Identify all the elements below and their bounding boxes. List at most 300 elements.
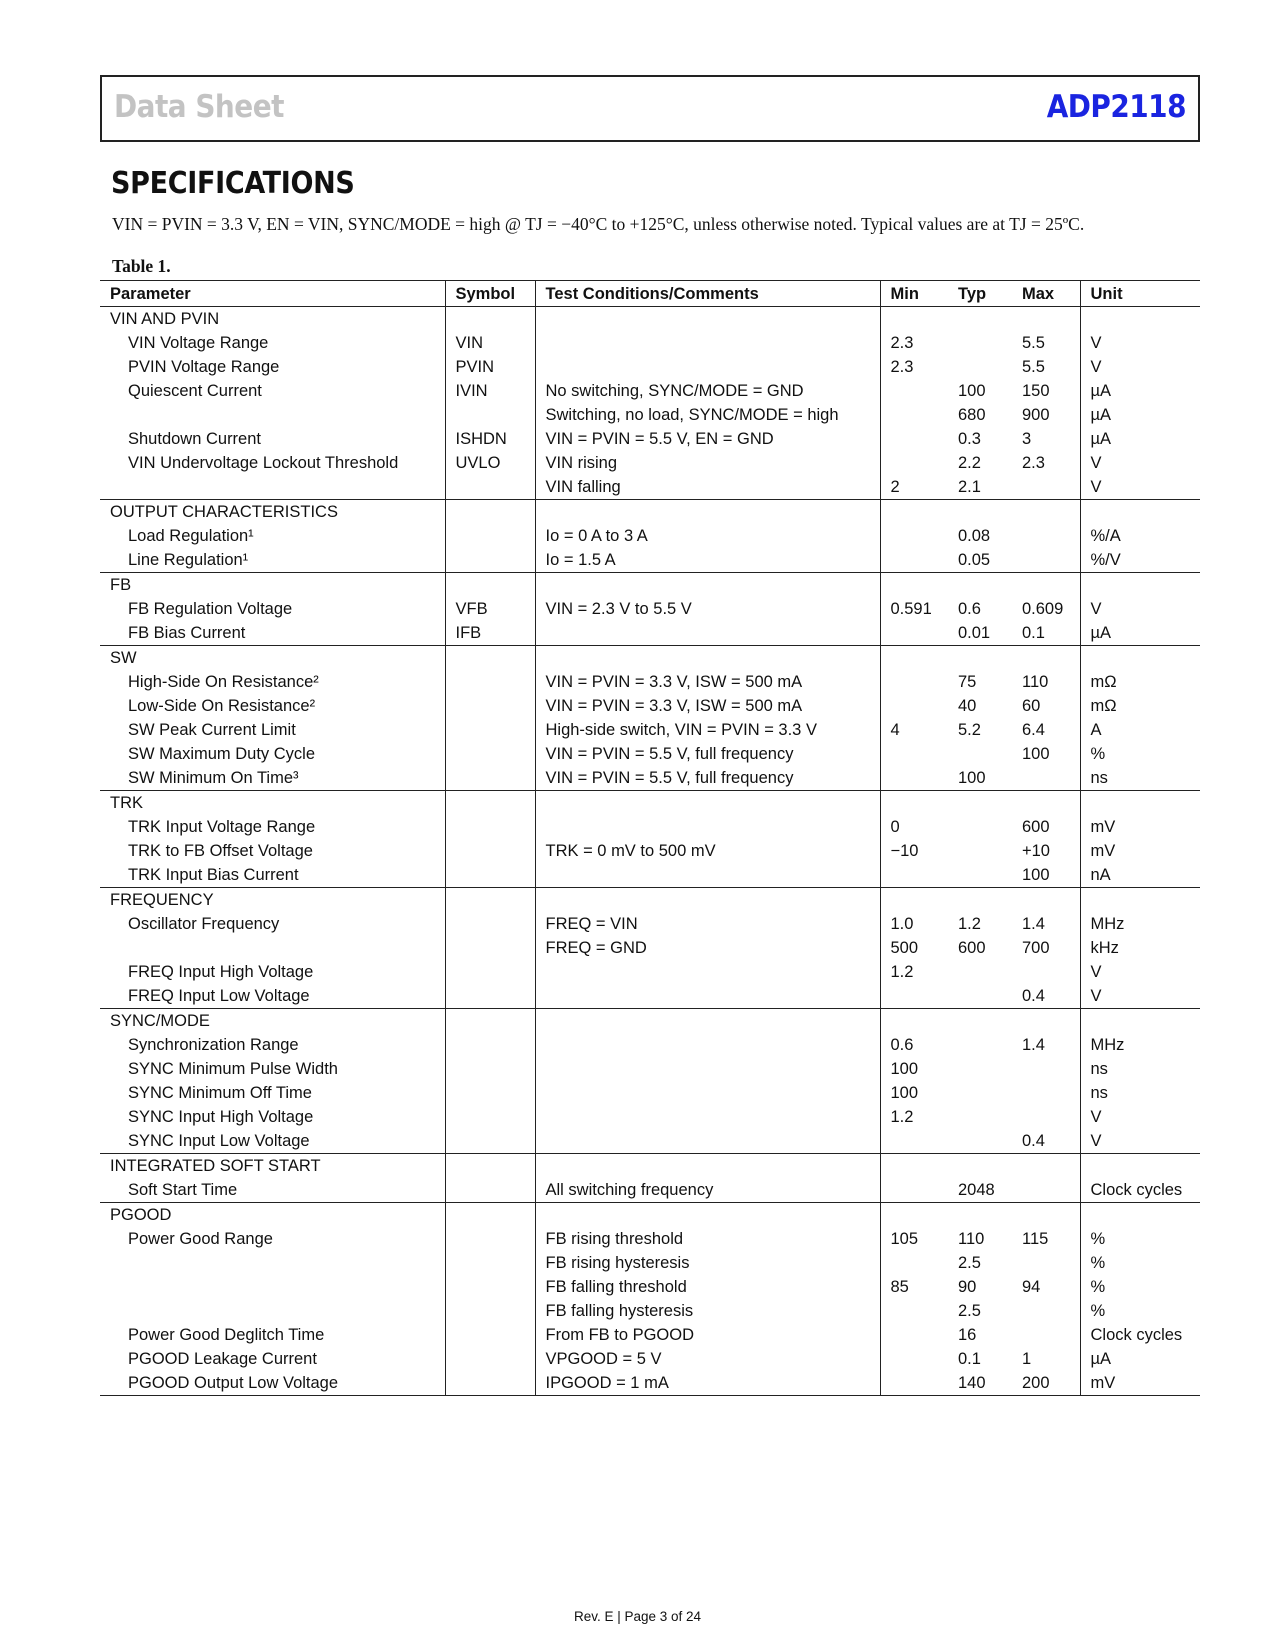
cell-typ bbox=[948, 331, 1012, 355]
cell-max bbox=[1012, 1178, 1080, 1203]
cell-unit: %/A bbox=[1090, 527, 1121, 545]
cell-test-conditions bbox=[535, 355, 880, 379]
cell-max: 60 bbox=[1012, 694, 1080, 718]
cell-parameter: Line Regulation¹ bbox=[100, 548, 445, 573]
empty-cell bbox=[535, 791, 880, 816]
empty-cell bbox=[1012, 307, 1080, 332]
cell-symbol bbox=[445, 548, 535, 573]
cell-typ bbox=[948, 1057, 1012, 1081]
empty-cell bbox=[1012, 500, 1080, 525]
cell-symbol bbox=[445, 1275, 535, 1299]
table-row bbox=[100, 451, 1200, 475]
cell-parameter: High-Side On Resistance² bbox=[100, 670, 445, 694]
cell-typ bbox=[948, 839, 1012, 863]
cell-min: 2.3 bbox=[890, 334, 914, 352]
cell-min bbox=[880, 984, 948, 1009]
cell-typ bbox=[948, 355, 1012, 379]
cell-typ: 0.3 bbox=[958, 430, 981, 448]
table-header-row bbox=[100, 281, 1200, 307]
cell-min: 85 bbox=[890, 1278, 909, 1296]
cell-test-conditions bbox=[535, 1057, 880, 1081]
table-row bbox=[100, 1347, 1200, 1371]
empty-cell bbox=[445, 646, 535, 671]
cell-parameter bbox=[100, 1251, 445, 1275]
cell-max: 3 bbox=[1012, 427, 1080, 451]
cell-max bbox=[1012, 960, 1080, 984]
cell-unit: µA bbox=[1090, 624, 1112, 642]
empty-cell bbox=[948, 1203, 1012, 1228]
cell-typ bbox=[948, 863, 1012, 888]
cell-unit: V bbox=[1090, 358, 1102, 376]
cell-typ: 2.5 bbox=[958, 1302, 981, 1320]
empty-cell bbox=[535, 573, 880, 598]
cell-min bbox=[880, 1371, 948, 1396]
table-row bbox=[100, 863, 1200, 888]
cell-test-conditions: TRK = 0 mV to 500 mV bbox=[535, 839, 880, 863]
cell-parameter: Soft Start Time bbox=[100, 1178, 445, 1203]
cell-symbol bbox=[445, 1299, 535, 1323]
table-row bbox=[100, 670, 1200, 694]
empty-cell bbox=[1012, 1203, 1080, 1228]
cell-test-conditions: No switching, SYNC/MODE = GND bbox=[535, 379, 880, 403]
cell-test-conditions: Io = 1.5 A bbox=[535, 548, 880, 573]
cell-typ: 600 bbox=[958, 939, 986, 957]
cell-unit: ns bbox=[1090, 1084, 1108, 1102]
table-row bbox=[100, 597, 1200, 621]
cell-symbol bbox=[445, 766, 535, 791]
empty-cell bbox=[948, 573, 1012, 598]
cell-min bbox=[880, 451, 948, 475]
group-title: PGOOD bbox=[100, 1203, 445, 1228]
test-conditions-note: VIN = PVIN = 3.3 V, EN = VIN, SYNC/MODE = high @ TJ = −40°C to +125°C, unless otherwise noted. Typical values are at TJ = 25ºC. bbox=[112, 214, 1085, 234]
group-title: OUTPUT CHARACTERISTICS bbox=[100, 500, 445, 525]
table-row bbox=[100, 355, 1200, 379]
cell-min bbox=[880, 524, 948, 548]
empty-cell bbox=[880, 791, 948, 816]
cell-test-conditions: FREQ = VIN bbox=[535, 912, 880, 936]
cell-max: +10 bbox=[1012, 839, 1080, 863]
cell-parameter: FB Bias Current bbox=[100, 621, 445, 646]
cell-min bbox=[880, 1347, 948, 1371]
cell-parameter bbox=[100, 936, 445, 960]
cell-parameter: SW Maximum Duty Cycle bbox=[100, 742, 445, 766]
cell-symbol bbox=[445, 742, 535, 766]
group-title: FB bbox=[100, 573, 445, 598]
header-doc-type: Data Sheet bbox=[114, 89, 284, 125]
cell-min bbox=[880, 670, 948, 694]
cell-symbol: IVIN bbox=[445, 379, 535, 403]
empty-cell bbox=[948, 646, 1012, 671]
cell-typ: 100 bbox=[958, 382, 986, 400]
cell-typ: 16 bbox=[958, 1326, 977, 1344]
cell-parameter bbox=[100, 475, 445, 500]
empty-cell bbox=[1012, 1009, 1080, 1034]
cell-max: 0.4 bbox=[1012, 984, 1080, 1009]
cell-typ: 680 bbox=[958, 406, 986, 424]
cell-unit: nA bbox=[1090, 866, 1111, 884]
cell-symbol: VIN bbox=[445, 331, 535, 355]
group-title: TRK bbox=[100, 791, 445, 816]
cell-test-conditions: All switching frequency bbox=[535, 1178, 880, 1203]
cell-symbol bbox=[445, 912, 535, 936]
empty-cell bbox=[1012, 888, 1080, 913]
cell-min: 0 bbox=[890, 818, 900, 836]
cell-test-conditions: VIN = PVIN = 5.5 V, full frequency bbox=[535, 742, 880, 766]
cell-typ: 2.2 bbox=[958, 454, 981, 472]
cell-typ: 0.08 bbox=[958, 527, 991, 545]
cell-max bbox=[1012, 548, 1080, 573]
empty-cell bbox=[1080, 1154, 1200, 1179]
cell-parameter: SW Peak Current Limit bbox=[100, 718, 445, 742]
cell-test-conditions: From FB to PGOOD bbox=[535, 1323, 880, 1347]
cell-unit: V bbox=[1090, 334, 1102, 352]
cell-parameter bbox=[100, 1275, 445, 1299]
cell-min: −10 bbox=[890, 842, 919, 860]
cell-unit: mΩ bbox=[1090, 673, 1117, 691]
cell-parameter: SYNC Input High Voltage bbox=[100, 1105, 445, 1129]
cell-symbol bbox=[445, 1057, 535, 1081]
empty-cell bbox=[445, 1154, 535, 1179]
spec-group bbox=[100, 888, 1200, 1009]
group-title: SW bbox=[100, 646, 445, 671]
table-row bbox=[100, 331, 1200, 355]
cell-max: 2.3 bbox=[1012, 451, 1080, 475]
empty-cell bbox=[1012, 791, 1080, 816]
page-header bbox=[100, 75, 1200, 142]
cell-parameter: SYNC Minimum Off Time bbox=[100, 1081, 445, 1105]
cell-min: 1.2 bbox=[890, 963, 914, 981]
cell-min bbox=[880, 863, 948, 888]
empty-cell bbox=[948, 888, 1012, 913]
cell-symbol bbox=[445, 1129, 535, 1154]
cell-unit: V bbox=[1090, 987, 1102, 1005]
cell-test-conditions bbox=[535, 984, 880, 1009]
cell-typ bbox=[948, 742, 1012, 766]
empty-cell bbox=[535, 307, 880, 332]
table-row bbox=[100, 1033, 1200, 1057]
cell-parameter: Low-Side On Resistance² bbox=[100, 694, 445, 718]
cell-unit: % bbox=[1090, 1278, 1106, 1296]
cell-parameter: TRK Input Bias Current bbox=[100, 863, 445, 888]
cell-max: 150 bbox=[1012, 379, 1080, 403]
empty-cell bbox=[535, 888, 880, 913]
cell-max: 115 bbox=[1012, 1227, 1080, 1251]
col-header-typ: Typ bbox=[958, 284, 987, 303]
empty-cell bbox=[1080, 307, 1200, 332]
cell-symbol bbox=[445, 475, 535, 500]
cell-parameter: TRK Input Voltage Range bbox=[100, 815, 445, 839]
cell-unit: V bbox=[1090, 454, 1102, 472]
cell-symbol bbox=[445, 1371, 535, 1396]
empty-cell bbox=[445, 1203, 535, 1228]
cell-min: 2 bbox=[890, 478, 900, 496]
cell-min: 105 bbox=[890, 1230, 919, 1248]
cell-max: 600 bbox=[1012, 815, 1080, 839]
cell-symbol bbox=[445, 1347, 535, 1371]
cell-test-conditions bbox=[535, 1033, 880, 1057]
cell-parameter: VIN Undervoltage Lockout Threshold bbox=[100, 451, 445, 475]
table-row bbox=[100, 475, 1200, 500]
cell-test-conditions: IPGOOD = 1 mA bbox=[535, 1371, 880, 1396]
empty-cell bbox=[1080, 791, 1200, 816]
cell-symbol bbox=[445, 1323, 535, 1347]
empty-cell bbox=[1012, 573, 1080, 598]
cell-min: 2.3 bbox=[890, 358, 914, 376]
cell-parameter: PVIN Voltage Range bbox=[100, 355, 445, 379]
group-title-row bbox=[100, 500, 1200, 525]
cell-max bbox=[1012, 524, 1080, 548]
table-row bbox=[100, 718, 1200, 742]
empty-cell bbox=[948, 307, 1012, 332]
cell-typ: 2.5 bbox=[958, 1254, 981, 1272]
empty-cell bbox=[948, 1009, 1012, 1034]
empty-cell bbox=[1080, 1203, 1200, 1228]
cell-symbol: UVLO bbox=[445, 451, 535, 475]
cell-unit: ns bbox=[1090, 769, 1108, 787]
cell-test-conditions bbox=[535, 331, 880, 355]
table-row bbox=[100, 1178, 1200, 1203]
cell-symbol: IFB bbox=[445, 621, 535, 646]
cell-unit: MHz bbox=[1090, 1036, 1125, 1054]
page-footer: Rev. E | Page 3 of 24 bbox=[573, 1609, 702, 1624]
table-row bbox=[100, 742, 1200, 766]
cell-test-conditions: VIN = PVIN = 3.3 V, ISW = 500 mA bbox=[535, 670, 880, 694]
cell-test-conditions bbox=[535, 815, 880, 839]
table-caption: Table 1. bbox=[112, 256, 171, 276]
cell-test-conditions: Switching, no load, SYNC/MODE = high bbox=[535, 403, 880, 427]
spec-group bbox=[100, 500, 1200, 573]
cell-typ: 0.6 bbox=[958, 600, 981, 618]
cell-test-conditions bbox=[535, 1105, 880, 1129]
cell-parameter: SYNC Input Low Voltage bbox=[100, 1129, 445, 1154]
cell-max bbox=[1012, 1251, 1080, 1275]
group-title-row bbox=[100, 791, 1200, 816]
cell-parameter: SYNC Minimum Pulse Width bbox=[100, 1057, 445, 1081]
cell-typ: 5.2 bbox=[958, 721, 981, 739]
cell-max bbox=[1012, 1105, 1080, 1129]
cell-max: 0.4 bbox=[1012, 1129, 1080, 1154]
cell-test-conditions: FB rising threshold bbox=[535, 1227, 880, 1251]
cell-test-conditions bbox=[535, 960, 880, 984]
cell-max bbox=[1012, 766, 1080, 791]
group-title-row bbox=[100, 1154, 1200, 1179]
cell-unit: mV bbox=[1090, 1374, 1116, 1392]
cell-test-conditions: FB rising hysteresis bbox=[535, 1251, 880, 1275]
empty-cell bbox=[880, 1009, 948, 1034]
spec-group bbox=[100, 646, 1200, 791]
table-row bbox=[100, 815, 1200, 839]
spec-group bbox=[100, 307, 1200, 500]
table-row bbox=[100, 1057, 1200, 1081]
cell-unit: kHz bbox=[1090, 939, 1119, 957]
cell-min: 100 bbox=[890, 1060, 919, 1078]
cell-min bbox=[880, 1251, 948, 1275]
col-header-parameter: Parameter bbox=[100, 281, 445, 307]
cell-unit: % bbox=[1090, 1302, 1106, 1320]
cell-parameter: Quiescent Current bbox=[100, 379, 445, 403]
cell-max: 200 bbox=[1012, 1371, 1080, 1396]
cell-parameter: Power Good Range bbox=[100, 1227, 445, 1251]
cell-parameter: Shutdown Current bbox=[100, 427, 445, 451]
cell-parameter bbox=[100, 403, 445, 427]
cell-typ: 1.2 bbox=[958, 915, 981, 933]
cell-max: 6.4 bbox=[1012, 718, 1080, 742]
cell-symbol bbox=[445, 960, 535, 984]
cell-unit: µA bbox=[1090, 406, 1112, 424]
empty-cell bbox=[880, 573, 948, 598]
cell-parameter: PGOOD Leakage Current bbox=[100, 1347, 445, 1371]
group-title: FREQUENCY bbox=[100, 888, 445, 913]
cell-min bbox=[880, 742, 948, 766]
table-row bbox=[100, 960, 1200, 984]
cell-typ: 110 bbox=[958, 1230, 985, 1248]
cell-min bbox=[880, 1323, 948, 1347]
cell-unit: V bbox=[1090, 1108, 1102, 1126]
table-row bbox=[100, 1227, 1200, 1251]
cell-unit: V bbox=[1090, 963, 1102, 981]
cell-min bbox=[880, 403, 948, 427]
cell-unit: V bbox=[1090, 1132, 1102, 1150]
cell-typ: 100 bbox=[958, 769, 986, 787]
table-row bbox=[100, 839, 1200, 863]
table-row bbox=[100, 403, 1200, 427]
cell-max: 700 bbox=[1012, 936, 1080, 960]
table-row bbox=[100, 621, 1200, 646]
cell-typ bbox=[948, 1129, 1012, 1154]
cell-max: 1.4 bbox=[1012, 1033, 1080, 1057]
cell-max bbox=[1012, 1299, 1080, 1323]
cell-parameter bbox=[100, 1299, 445, 1323]
cell-symbol bbox=[445, 1251, 535, 1275]
group-title-row bbox=[100, 888, 1200, 913]
table-row bbox=[100, 1081, 1200, 1105]
cell-unit: Clock cycles bbox=[1090, 1181, 1183, 1199]
cell-test-conditions: FB falling threshold bbox=[535, 1275, 880, 1299]
cell-unit: % bbox=[1090, 745, 1106, 763]
cell-max bbox=[1012, 1081, 1080, 1105]
cell-min: 500 bbox=[890, 939, 919, 957]
cell-min bbox=[880, 1178, 948, 1203]
cell-test-conditions bbox=[535, 1081, 880, 1105]
empty-cell bbox=[535, 1203, 880, 1228]
empty-cell bbox=[1080, 1009, 1200, 1034]
cell-typ: 2048 bbox=[958, 1181, 995, 1199]
cell-max: 1 bbox=[1012, 1347, 1080, 1371]
cell-typ: 90 bbox=[958, 1278, 977, 1296]
cell-parameter: FREQ Input Low Voltage bbox=[100, 984, 445, 1009]
cell-typ: 2.1 bbox=[958, 478, 981, 496]
table-row bbox=[100, 694, 1200, 718]
cell-typ bbox=[948, 815, 1012, 839]
table-row bbox=[100, 1323, 1200, 1347]
cell-symbol: VFB bbox=[445, 597, 535, 621]
cell-parameter: SW Minimum On Time³ bbox=[100, 766, 445, 791]
group-title-row bbox=[100, 646, 1200, 671]
empty-cell bbox=[880, 500, 948, 525]
cell-symbol bbox=[445, 936, 535, 960]
cell-unit: mV bbox=[1090, 842, 1116, 860]
cell-symbol bbox=[445, 1033, 535, 1057]
col-header-test-conditions: Test Conditions/Comments bbox=[535, 281, 880, 307]
cell-symbol bbox=[445, 694, 535, 718]
cell-min bbox=[880, 1129, 948, 1154]
cell-min: 1.0 bbox=[890, 915, 914, 933]
group-title: INTEGRATED SOFT START bbox=[100, 1154, 445, 1179]
cell-max bbox=[1012, 1057, 1080, 1081]
cell-unit: Clock cycles bbox=[1090, 1326, 1183, 1344]
cell-test-conditions: VIN = PVIN = 5.5 V, full frequency bbox=[535, 766, 880, 791]
section-title: SPECIFICATIONS bbox=[111, 166, 355, 201]
cell-max: 110 bbox=[1012, 670, 1080, 694]
table-row bbox=[100, 766, 1200, 791]
cell-unit: A bbox=[1090, 721, 1102, 739]
empty-cell bbox=[1080, 573, 1200, 598]
empty-cell bbox=[445, 888, 535, 913]
cell-min: 4 bbox=[890, 721, 900, 739]
cell-typ bbox=[948, 1105, 1012, 1129]
cell-min: 0.6 bbox=[890, 1036, 914, 1054]
cell-parameter: FREQ Input High Voltage bbox=[100, 960, 445, 984]
cell-max bbox=[1012, 475, 1080, 500]
table-row bbox=[100, 936, 1200, 960]
empty-cell bbox=[535, 646, 880, 671]
empty-cell bbox=[948, 791, 1012, 816]
spec-group bbox=[100, 1203, 1200, 1396]
group-title: VIN AND PVIN bbox=[100, 307, 445, 332]
empty-cell bbox=[880, 646, 948, 671]
group-title-row bbox=[100, 573, 1200, 598]
cell-max bbox=[1012, 1323, 1080, 1347]
cell-symbol bbox=[445, 1081, 535, 1105]
cell-symbol bbox=[445, 863, 535, 888]
cell-max: 5.5 bbox=[1012, 331, 1080, 355]
table-row bbox=[100, 1371, 1200, 1396]
cell-min bbox=[880, 621, 948, 646]
cell-test-conditions: VIN = 2.3 V to 5.5 V bbox=[535, 597, 880, 621]
table-row bbox=[100, 1129, 1200, 1154]
empty-cell bbox=[880, 307, 948, 332]
cell-min: 1.2 bbox=[890, 1108, 914, 1126]
cell-unit: mV bbox=[1090, 818, 1116, 836]
cell-unit: µA bbox=[1090, 430, 1112, 448]
empty-cell bbox=[535, 1009, 880, 1034]
cell-test-conditions: High-side switch, VIN = PVIN = 3.3 V bbox=[535, 718, 880, 742]
group-title-row bbox=[100, 1203, 1200, 1228]
cell-unit: µA bbox=[1090, 382, 1112, 400]
cell-min bbox=[880, 694, 948, 718]
col-header-unit: Unit bbox=[1090, 284, 1123, 303]
cell-symbol bbox=[445, 718, 535, 742]
cell-parameter: Oscillator Frequency bbox=[100, 912, 445, 936]
cell-test-conditions: FB falling hysteresis bbox=[535, 1299, 880, 1323]
cell-parameter: VIN Voltage Range bbox=[100, 331, 445, 355]
cell-typ: 0.1 bbox=[958, 1350, 981, 1368]
table-row bbox=[100, 1299, 1200, 1323]
table-row bbox=[100, 1251, 1200, 1275]
group-title: SYNC/MODE bbox=[100, 1009, 445, 1034]
cell-parameter: PGOOD Output Low Voltage bbox=[100, 1371, 445, 1396]
cell-symbol bbox=[445, 524, 535, 548]
cell-typ bbox=[948, 1081, 1012, 1105]
empty-cell bbox=[445, 500, 535, 525]
group-title-row bbox=[100, 307, 1200, 332]
cell-parameter: Synchronization Range bbox=[100, 1033, 445, 1057]
cell-unit: ns bbox=[1090, 1060, 1108, 1078]
cell-test-conditions bbox=[535, 863, 880, 888]
cell-min: 0.591 bbox=[890, 600, 932, 618]
empty-cell bbox=[445, 1009, 535, 1034]
empty-cell bbox=[1080, 500, 1200, 525]
